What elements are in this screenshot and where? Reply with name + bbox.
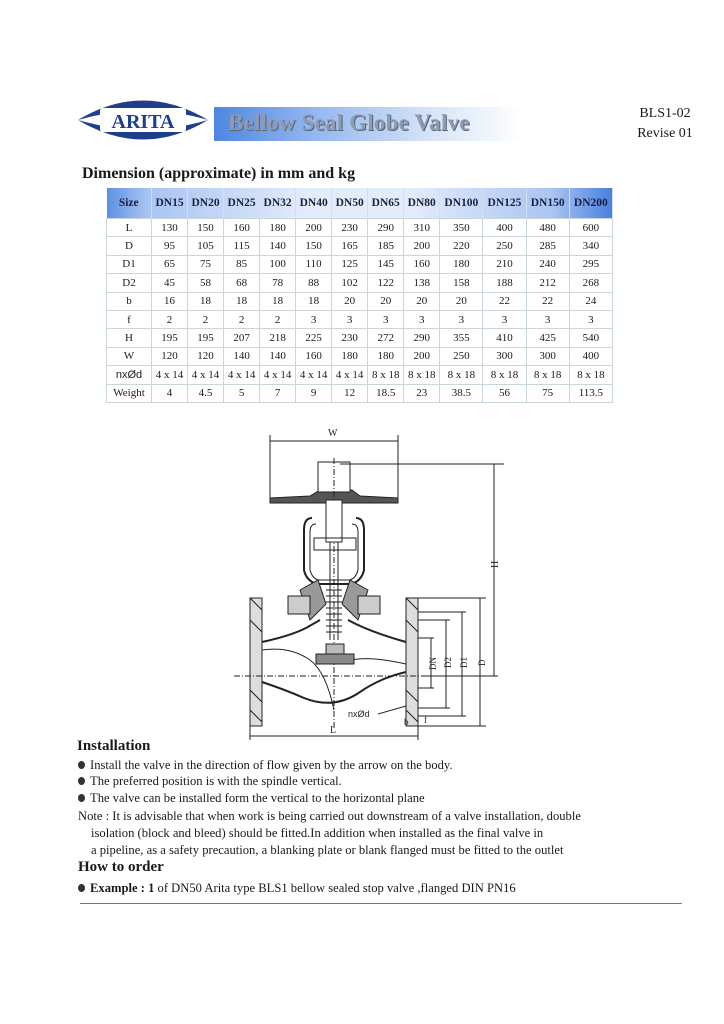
installation-bullet (78, 773, 342, 790)
table-cell: 200 (404, 237, 440, 255)
table-cell: 272 (368, 329, 404, 347)
row-label: b (107, 292, 152, 310)
table-header-row (107, 188, 613, 219)
table-row (107, 329, 613, 347)
table-cell: 4 x 14 (260, 366, 296, 384)
table-cell: 185 (368, 237, 404, 255)
row-label: D1 (107, 255, 152, 273)
table-cell: 18.5 (368, 384, 404, 402)
table-cell: 3 (483, 310, 526, 328)
revision-label: Revise 01 (637, 126, 693, 141)
row-label: H (107, 329, 152, 347)
table-cell: 4 (152, 384, 188, 402)
how-to-order-heading: How to order (78, 859, 164, 875)
column-header: DN150 (526, 188, 569, 219)
table-cell: 268 (569, 274, 612, 292)
table-cell: 102 (332, 274, 368, 292)
table-cell: 210 (483, 255, 526, 273)
table-cell: 300 (483, 347, 526, 365)
bullet-text: The preferred position is with the spindle vertical. (90, 774, 342, 788)
table-cell: 350 (440, 219, 483, 237)
table-cell: 290 (404, 329, 440, 347)
table-cell: 9 (296, 384, 332, 402)
table-cell: 78 (260, 274, 296, 292)
installation-bullet (78, 757, 453, 774)
table-row (107, 274, 613, 292)
table-cell: 300 (526, 347, 569, 365)
example-label: Example : 1 (90, 881, 155, 895)
table-cell: 20 (368, 292, 404, 310)
table-cell: 113.5 (569, 384, 612, 402)
column-header: DN80 (404, 188, 440, 219)
table-cell: 2 (224, 310, 260, 328)
bullet-icon (78, 884, 85, 892)
table-cell: 2 (188, 310, 224, 328)
table-cell: 4 x 14 (188, 366, 224, 384)
table-cell: 200 (296, 219, 332, 237)
example-text: of DN50 Arita type BLS1 bellow sealed stop valve ,flanged DIN PN16 (154, 881, 516, 895)
table-cell: 4 x 14 (152, 366, 188, 384)
column-header: DN20 (188, 188, 224, 219)
table-cell: 340 (569, 237, 612, 255)
row-label: W (107, 347, 152, 365)
table-cell: 3 (440, 310, 483, 328)
size-column-header: Size (107, 188, 152, 219)
table-cell: 180 (332, 347, 368, 365)
table-cell: 160 (296, 347, 332, 365)
table-cell: 115 (224, 237, 260, 255)
table-cell: 85 (224, 255, 260, 273)
note-line: a pipeline, as a safety precaution, a blanking plate or blank flanged must be fitted to the outlet (91, 843, 564, 857)
table-cell: 207 (224, 329, 260, 347)
installation-note (78, 808, 688, 859)
table-row (107, 237, 613, 255)
table-cell: 120 (188, 347, 224, 365)
table-cell: 130 (152, 219, 188, 237)
table-cell: 212 (526, 274, 569, 292)
table-cell: 2 (152, 310, 188, 328)
table-cell: 225 (296, 329, 332, 347)
table-cell: 8 x 18 (526, 366, 569, 384)
table-cell: 23 (404, 384, 440, 402)
table-cell: 8 x 18 (569, 366, 612, 384)
table-cell: 110 (296, 255, 332, 273)
document-code-block (630, 104, 700, 144)
table-cell: 195 (152, 329, 188, 347)
table-cell: 8 x 18 (404, 366, 440, 384)
table-cell: 188 (483, 274, 526, 292)
row-label: f (107, 310, 152, 328)
dn-label: DN (428, 657, 438, 670)
table-row (107, 219, 613, 237)
table-row (107, 366, 613, 384)
table-cell: 410 (483, 329, 526, 347)
table-cell: 120 (152, 347, 188, 365)
table-cell: 600 (569, 219, 612, 237)
table-cell: 22 (526, 292, 569, 310)
table-cell: 16 (152, 292, 188, 310)
installation-bullet (78, 790, 425, 807)
table-cell: 220 (440, 237, 483, 255)
table-cell: 195 (188, 329, 224, 347)
table-cell: 75 (188, 255, 224, 273)
table-cell: 218 (260, 329, 296, 347)
table-cell: 160 (404, 255, 440, 273)
page-title: Bellow Seal Globe Valve (228, 110, 470, 135)
table-row (107, 255, 613, 273)
row-label: D (107, 237, 152, 255)
table-cell: 24 (569, 292, 612, 310)
table-cell: 480 (526, 219, 569, 237)
table-cell: 75 (526, 384, 569, 402)
table-cell: 4.5 (188, 384, 224, 402)
table-cell: 140 (260, 347, 296, 365)
table-cell: 138 (404, 274, 440, 292)
table-cell: 230 (332, 329, 368, 347)
table-row (107, 384, 613, 402)
table-cell: 3 (296, 310, 332, 328)
table-cell: 18 (260, 292, 296, 310)
column-header: DN25 (224, 188, 260, 219)
b-label: b (404, 717, 409, 727)
l-label: L (330, 725, 337, 736)
table-row (107, 347, 613, 365)
table-cell: 240 (526, 255, 569, 273)
bullet-icon (78, 777, 85, 785)
column-header: DN65 (368, 188, 404, 219)
table-cell: 250 (440, 347, 483, 365)
table-cell: 540 (569, 329, 612, 347)
table-cell: 18 (296, 292, 332, 310)
table-cell: 95 (152, 237, 188, 255)
table-cell: 58 (188, 274, 224, 292)
table-cell: 3 (569, 310, 612, 328)
table-cell: 2 (260, 310, 296, 328)
table-cell: 200 (404, 347, 440, 365)
footer-divider (80, 903, 682, 904)
bullet-text: Install the valve in the direction of flow given by the arrow on the body. (90, 758, 453, 772)
column-header: DN50 (332, 188, 368, 219)
table-cell: 4 x 14 (296, 366, 332, 384)
dimensions-heading: Dimension (approximate) in mm and kg (82, 165, 356, 182)
table-row (107, 310, 613, 328)
f-label: f (424, 715, 427, 725)
d-label: D (477, 659, 487, 666)
table-cell: 8 x 18 (483, 366, 526, 384)
table-cell: 4 x 14 (332, 366, 368, 384)
table-cell: 65 (152, 255, 188, 273)
row-label: nxØd (107, 366, 152, 384)
table-cell: 125 (332, 255, 368, 273)
order-example (78, 880, 516, 897)
table-cell: 45 (152, 274, 188, 292)
table-cell: 8 x 18 (368, 366, 404, 384)
column-header: DN32 (260, 188, 296, 219)
table-cell: 3 (368, 310, 404, 328)
table-cell: 8 x 18 (440, 366, 483, 384)
note-line: isolation (block and bleed) should be fitted.In addition when installed as the final valve in (91, 826, 544, 840)
row-label: L (107, 219, 152, 237)
table-cell: 5 (224, 384, 260, 402)
bullet-text: The valve can be installed form the vertical to the horizontal plane (90, 791, 425, 805)
column-header: DN40 (296, 188, 332, 219)
arita-logo (76, 95, 210, 145)
installation-heading: Installation (77, 738, 151, 754)
table-cell: 290 (368, 219, 404, 237)
table-cell: 180 (368, 347, 404, 365)
table-cell: 38.5 (440, 384, 483, 402)
logo-text: ARITA (111, 111, 175, 133)
table-row (107, 292, 613, 310)
table-cell: 160 (224, 219, 260, 237)
column-header: DN125 (483, 188, 526, 219)
table-cell: 250 (483, 237, 526, 255)
column-header: DN100 (440, 188, 483, 219)
table-cell: 165 (332, 237, 368, 255)
document-code: BLS1-02 (639, 106, 691, 121)
table-cell: 310 (404, 219, 440, 237)
table-cell: 230 (332, 219, 368, 237)
table-cell: 400 (569, 347, 612, 365)
table-cell: 150 (296, 237, 332, 255)
table-cell: 145 (368, 255, 404, 273)
table-cell: 3 (404, 310, 440, 328)
row-label: D2 (107, 274, 152, 292)
table-cell: 18 (224, 292, 260, 310)
table-cell: 140 (260, 237, 296, 255)
table-cell: 20 (332, 292, 368, 310)
table-cell: 3 (332, 310, 368, 328)
d2-label: D2 (443, 657, 453, 668)
table-cell: 105 (188, 237, 224, 255)
valve-dimension-drawing (230, 420, 520, 740)
table-cell: 18 (188, 292, 224, 310)
table-cell: 100 (260, 255, 296, 273)
d1-label: D1 (459, 657, 469, 668)
dimensions-table (106, 188, 613, 403)
column-header: DN200 (569, 188, 612, 219)
table-cell: 7 (260, 384, 296, 402)
table-cell: 285 (526, 237, 569, 255)
table-cell: 158 (440, 274, 483, 292)
table-cell: 180 (260, 219, 296, 237)
table-cell: 122 (368, 274, 404, 292)
table-cell: 56 (483, 384, 526, 402)
table-cell: 425 (526, 329, 569, 347)
note-line: Note : It is advisable that when work is being carried out downstream of a valve installation, double (78, 809, 581, 823)
h-label: H (490, 560, 501, 568)
table-cell: 88 (296, 274, 332, 292)
table-cell: 12 (332, 384, 368, 402)
bullet-icon (78, 761, 85, 769)
table-cell: 20 (440, 292, 483, 310)
table-cell: 68 (224, 274, 260, 292)
table-cell: 4 x 14 (224, 366, 260, 384)
table-cell: 400 (483, 219, 526, 237)
table-cell: 355 (440, 329, 483, 347)
table-cell: 20 (404, 292, 440, 310)
w-label: W (328, 428, 338, 439)
holes-label: nxØd (348, 709, 370, 719)
row-label: Weight (107, 384, 152, 402)
table-cell: 22 (483, 292, 526, 310)
bullet-icon (78, 794, 85, 802)
column-header: DN15 (152, 188, 188, 219)
table-cell: 180 (440, 255, 483, 273)
table-cell: 295 (569, 255, 612, 273)
table-cell: 3 (526, 310, 569, 328)
table-cell: 150 (188, 219, 224, 237)
table-cell: 140 (224, 347, 260, 365)
